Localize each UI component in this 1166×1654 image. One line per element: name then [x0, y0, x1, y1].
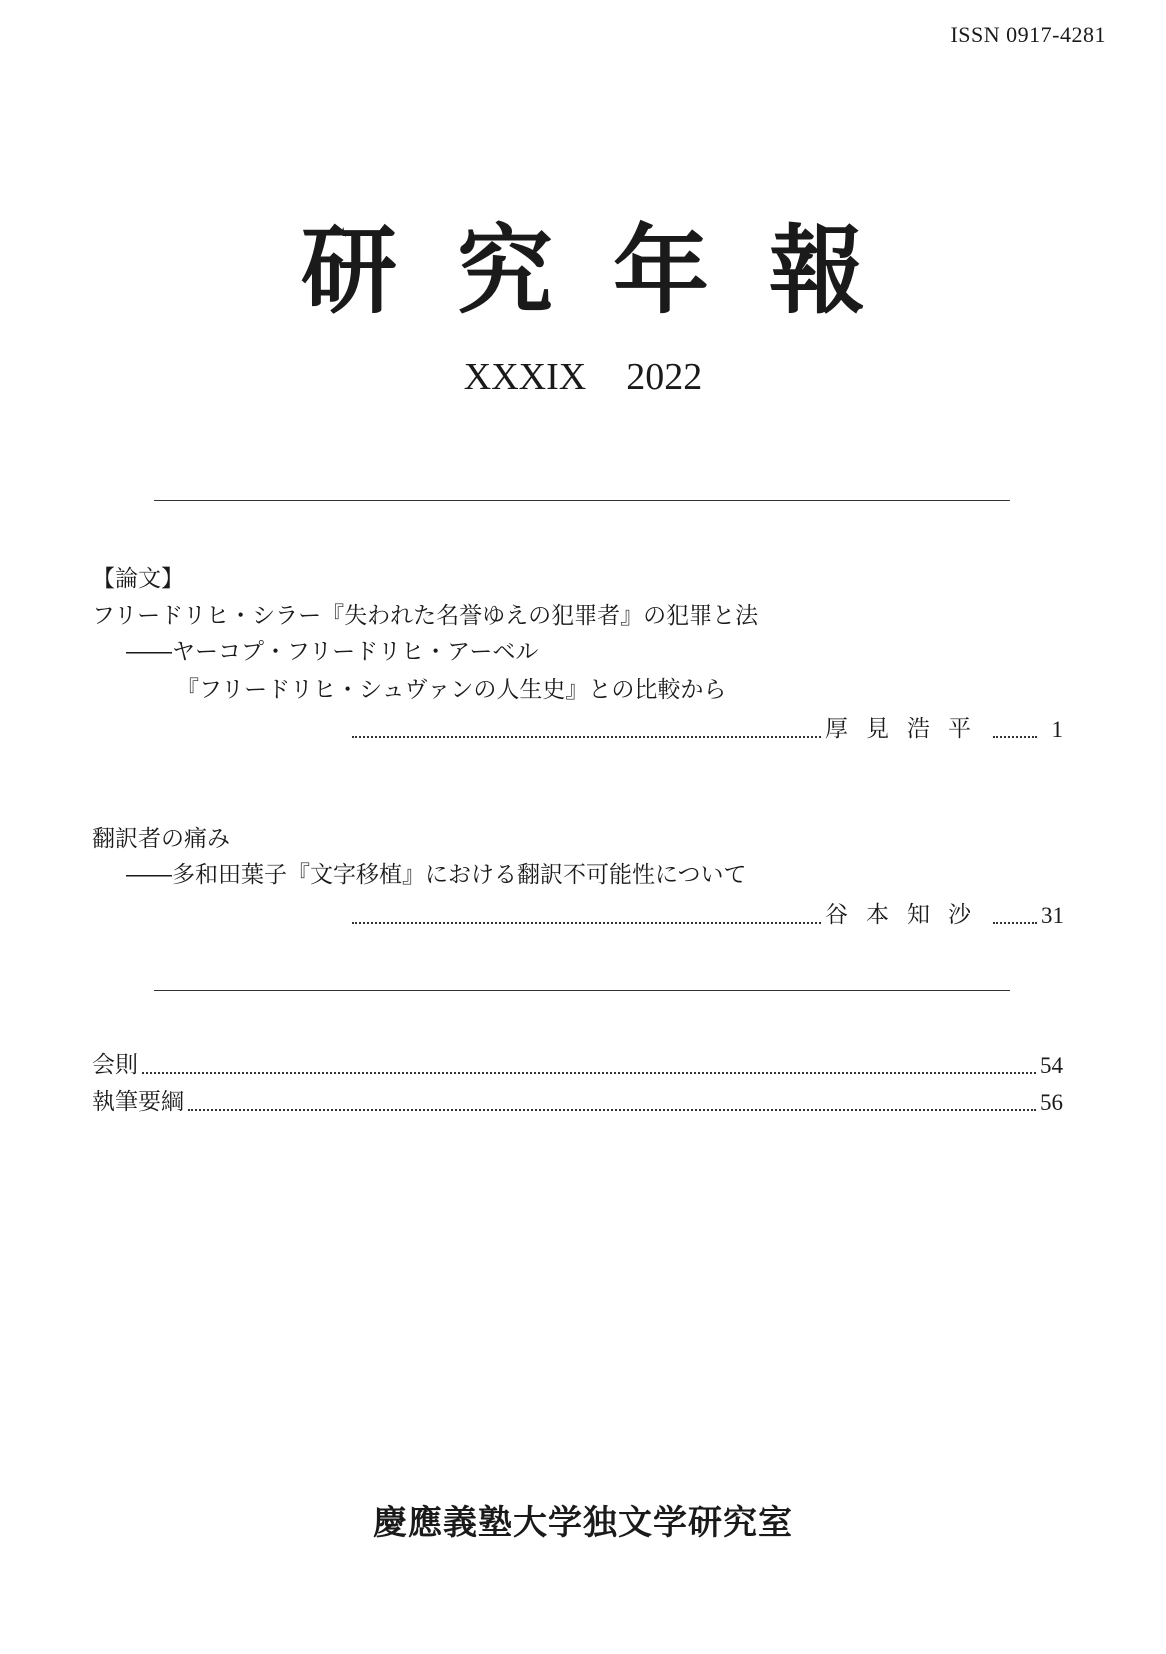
article-1-subtitle-1: ――ヤーコプ・フリードリヒ・アーベル [126, 639, 539, 665]
leader-dots [188, 1109, 1036, 1111]
article-2-page: 31 [1041, 903, 1064, 928]
article-2-author: 谷本知沙 [825, 902, 989, 928]
article-1-subtitle-2: 『フリードリヒ・シュヴァンの人生史』との比較から [176, 677, 727, 703]
article-1-author-row [348, 716, 1063, 744]
leader-dots [142, 1072, 1036, 1074]
publisher-name: 慶應義塾大学独文学研究室 [373, 1503, 793, 1543]
appendix-page: 54 [1040, 1053, 1063, 1078]
section-heading: 【論文】 [92, 566, 184, 592]
leader-dots [993, 922, 1037, 924]
appendix-label: 会則 [92, 1052, 138, 1078]
article-1-author: 厚見浩平 [825, 716, 989, 742]
appendix-page: 56 [1040, 1090, 1063, 1115]
article-1-page: 1 [1051, 717, 1063, 742]
appendix-item-guidelines [92, 1089, 1063, 1117]
appendix-item-rules [92, 1052, 1063, 1080]
bottom-divider [154, 990, 1010, 991]
volume-info [0, 355, 1166, 399]
leader-dots [352, 736, 821, 738]
article-2-subtitle-1: ――多和田葉子『文字移植』における翻訳不可能性について [126, 862, 747, 888]
top-divider [154, 500, 1010, 501]
issn-number: ISSN 0917-4281 [950, 22, 1106, 47]
leader-dots [352, 922, 821, 924]
volume-year: 2022 [626, 356, 703, 398]
article-2-author-row [348, 902, 1063, 930]
appendix-label: 執筆要綱 [92, 1089, 184, 1115]
article-1-title: フリードリヒ・シラー『失われた名誉ゆえの犯罪者』の犯罪と法 [92, 603, 759, 629]
leader-dots [993, 736, 1037, 738]
article-2-title: 翻訳者の痛み [92, 826, 230, 852]
journal-title: 研究年報 [301, 214, 925, 327]
volume-number: XXXIX [463, 356, 587, 398]
